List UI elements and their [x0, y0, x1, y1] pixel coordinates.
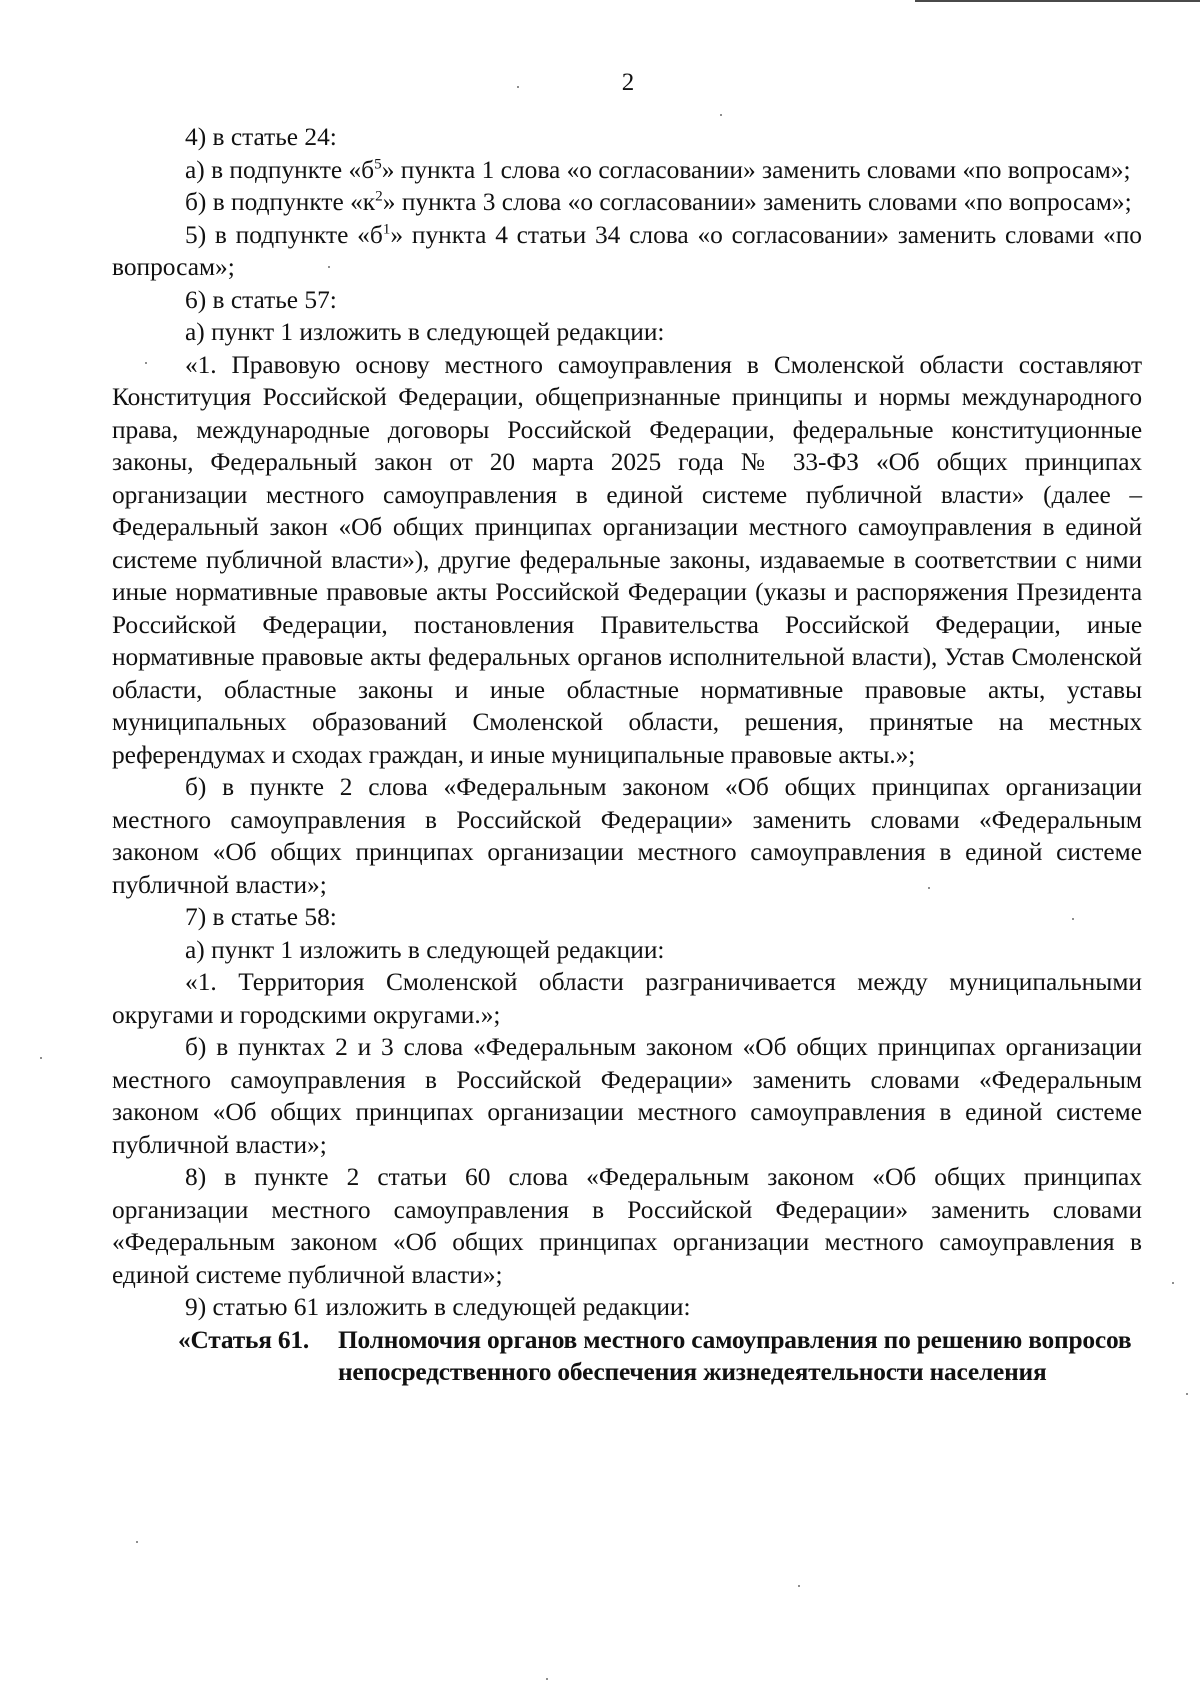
item-5-superscript: 1: [382, 220, 391, 238]
item-4-b-text-end: » пункта 3 слова «о согласовании» заменить словами «по вопросам»;: [382, 188, 1132, 216]
top-edge-rule: [915, 0, 1200, 2]
scan-speck: [136, 1541, 138, 1543]
item-4-b: [112, 186, 1142, 219]
item-4-a-text-end: » пункта 1 слова «о согласовании» заменить словами «по вопросам»;: [381, 155, 1131, 184]
item-4-lead: 4) в статье 24:: [185, 123, 337, 151]
scan-speck: [798, 1585, 800, 1587]
item-6-a-lead: а) пункт 1 изложить в следующей редакции:: [185, 318, 665, 346]
item-9-lead: 9) статью 61 изложить в следующей редакции:: [185, 1293, 691, 1321]
item-7-lead: 7) в статье 58:: [185, 903, 337, 931]
scan-speck: [928, 887, 930, 889]
item-5: [112, 219, 1142, 284]
scan-speck: [1072, 918, 1074, 920]
item-4-b-text-start: б) в подпункте «к: [185, 188, 376, 216]
item-6-lead: 6) в статье 57:: [185, 285, 337, 314]
scan-speck: [1186, 1393, 1188, 1395]
item-5-text-end: » пункта 4 статьи 34 слова «о согласовании» заменить словами «по вопросам»;: [112, 220, 1142, 281]
item-4-a-superscript: 5: [374, 155, 382, 173]
item-7-b: б) в пунктах 2 и 3 слова «Федеральным законом «Об общих принципах организации местного самоуправления в Российской Федерации» заменить словами «Федеральным законом «Об общих принципах организации местного самоуправления в единой системе публичной власти»;: [112, 1033, 1142, 1159]
item-6-a-quote: «1. Правовую основу местного самоуправления в Смоленской области составляют Конституция Российской Федерации, общепризнанные принципы и нормы международного права, международные договоры Российской Федерации, федеральные конституционные законы, Федеральный закон от 20 марта 2025 года № 33-ФЗ «Об общих принципах организации местного самоуправления в единой системе публичной власти» (далее – Федеральный закон «Об общих принципах организации местного самоуправления в единой системе публичной власти»), другие федеральные законы, издаваемые в соответствии с ними иные нормативные правовые акты Российской Федерации (указы и распоряжения Президента Российской Федерации, постановления Правительства Российской Федерации, иные нормативные правовые акты федеральных органов исполнительной власти), Устав Смоленской области, областные законы и иные областные нормативные правовые акты, уставы муниципальных образований Смоленской области, решения, принятые на местных референдумах и сходах граждан, и иные муниципальные правовые акты.»;: [112, 350, 1142, 769]
article-61-heading: [112, 1324, 1142, 1389]
item-8: 8) в пункте 2 статьи 60 слова «Федеральным законом «Об общих принципах организации местного самоуправления в Российской Федерации» заменить словами «Федеральным законом «Об общих принципах организации местного самоуправления в единой системе публичной власти»;: [112, 1163, 1142, 1289]
item-4-b-superscript: 2: [375, 187, 383, 205]
item-5-text-start: 5) в подпункте «б: [185, 220, 383, 249]
document-body: [112, 121, 1142, 1389]
scan-speck: [720, 114, 722, 116]
article-61-heading-number: «Статья 61.: [178, 1325, 310, 1354]
item-4-a: [112, 154, 1142, 187]
item-6-b: б) в пункте 2 слова «Федеральным законом «Об общих принципах организации местного самоуправления в Российской Федерации» заменить словами «Федеральным законом «Об общих принципах организации местного самоуправления в единой системе публичной власти»;: [112, 773, 1142, 899]
scan-speck: [517, 86, 519, 88]
scan-speck: [145, 362, 147, 364]
scan-speck: [328, 266, 330, 268]
article-61-heading-title: Полномочия органов местного самоуправления по решению вопросов непосредственного обеспечения жизнедеятельности населения: [338, 1325, 1132, 1386]
item-4-a-text-start: а) в подпункте «б: [185, 155, 375, 184]
scan-speck: [1172, 1282, 1174, 1284]
page-number: 2: [621, 69, 635, 96]
scan-speck: [40, 1057, 42, 1059]
scan-speck: [546, 1678, 548, 1680]
item-7-a-lead: а) пункт 1 изложить в следующей редакции:: [185, 935, 665, 964]
item-7-a-quote: «1. Территория Смоленской области разграничивается между муниципальными округами и городскими округами.»;: [112, 968, 1142, 1029]
